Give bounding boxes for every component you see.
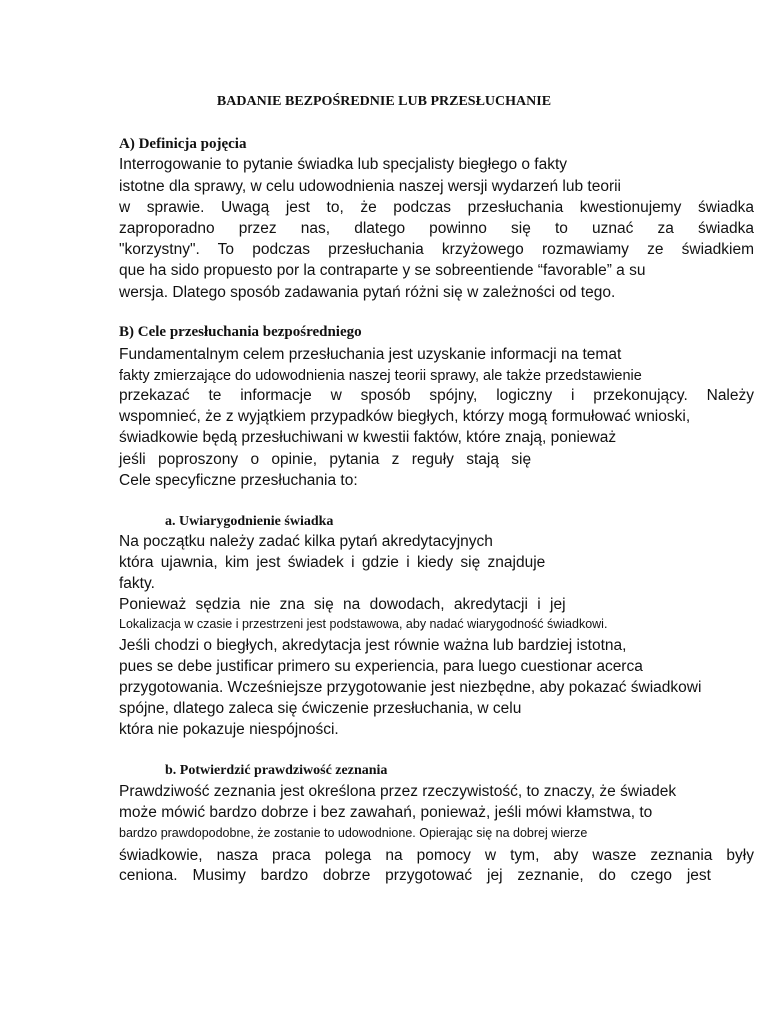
section-a-line-5: "korzystny". To podczas przesłuchania krzyżowego rozmawiamy ze świadkiem	[119, 241, 754, 258]
document-title: BADANIE BEZPOŚREDNIE LUB PRZESŁUCHANIE	[216, 94, 552, 109]
section-b-line-2: fakty zmierzające do udowodnienia naszej teorii sprawy, ale także przedstawienie	[119, 368, 642, 384]
section-a-heading: A) Definicja pojęcia	[119, 136, 247, 152]
subsection-a-line-5: Lokalizacja w czasie i przestrzeni jest podstawowa, aby nadać wiarygodność świadkowi.	[119, 617, 608, 631]
section-a-line-1: Interrogowanie to pytanie świadka lub specjalisty biegłego o fakty	[119, 156, 568, 173]
subsection-a-line-6: Jeśli chodzi o biegłych, akredytacja jest równie ważna lub bardziej istotna,	[119, 637, 627, 654]
section-b-line-6: jeśli poproszony o opinie, pytania z reguły stają się	[119, 451, 532, 468]
section-b-line-3: przekazać te informacje w sposób spójny, logiczny i przekonujący. Należy	[119, 387, 754, 404]
section-b-line-1: Fundamentalnym celem przesłuchania jest uzyskanie informacji na temat	[119, 346, 622, 363]
subsection-b-heading: b. Potwierdzić prawdziwość zeznania	[165, 763, 388, 778]
subsection-b-line-1: Prawdziwość zeznania jest określona przez rzeczywistość, to znaczy, że świadek	[119, 783, 677, 800]
subsection-b-line-2: może mówić bardzo dobrze i bez zawahań, ponieważ, jeśli mówi kłamstwa, to	[119, 804, 653, 821]
subsection-b-line-4: świadkowie, nasza praca polega na pomocy w tym, aby wasze zeznania były	[119, 847, 754, 864]
section-b-line-5: świadkowie będą przesłuchiwani w kwestii faktów, które znają, ponieważ	[119, 429, 617, 446]
section-b-line-4: wspomnieć, że z wyjątkiem przypadków biegłych, którzy mogą formułować wnioski,	[119, 408, 691, 425]
subsection-a-line-8: przygotowania. Wcześniejsze przygotowanie jest niezbędne, aby pokazać świadkowi	[119, 679, 702, 696]
subsection-a-line-2: która ujawnia, kim jest świadek i gdzie i kiedy się znajduje	[119, 554, 546, 571]
subsection-a-line-7: pues se debe justificar primero su experiencia, para luego cuestionar acerca	[119, 658, 643, 675]
subsection-a-line-4: Ponieważ sędzia nie zna się na dowodach, akredytacji i jej	[119, 596, 566, 613]
subsection-a-line-9: spójne, dlatego zaleca się ćwiczenie przesłuchania, w celu	[119, 700, 522, 717]
subsection-a-line-3: fakty.	[119, 575, 155, 592]
section-a-line-7: wersja. Dlatego sposób zadawania pytań różni się w zależności od tego.	[119, 284, 616, 301]
section-a-line-2: istotne dla sprawy, w celu udowodnienia naszej wersji wydarzeń lub teorii	[119, 178, 621, 195]
subsection-a-line-1: Na początku należy zadać kilka pytań akredytacyjnych	[119, 533, 493, 550]
section-b-heading: B) Cele przesłuchania bezpośredniego	[119, 324, 362, 340]
subsection-a-heading: a. Uwiarygodnienie świadka	[165, 514, 334, 529]
subsection-a-line-10: która nie pokazuje niespójności.	[119, 721, 339, 738]
subsection-b-line-3: bardzo prawdopodobne, że zostanie to udowodnione. Opierając się na dobrej wierze	[119, 826, 588, 840]
section-b-line-7: Cele specyficzne przesłuchania to:	[119, 472, 358, 489]
section-a-line-4: zaproporadno przez nas, dlatego powinno się to uznać za świadka	[119, 220, 754, 237]
section-a-line-6: que ha sido propuesto por la contraparte y se sobreentiende “favorable” a su	[119, 262, 646, 279]
subsection-b-line-5: ceniona. Musimy bardzo dobrze przygotować jej zeznanie, do czego jest	[119, 867, 711, 884]
section-a-line-3: w sprawie. Uwagą jest to, że podczas przesłuchania kwestionujemy świadka	[119, 199, 754, 216]
